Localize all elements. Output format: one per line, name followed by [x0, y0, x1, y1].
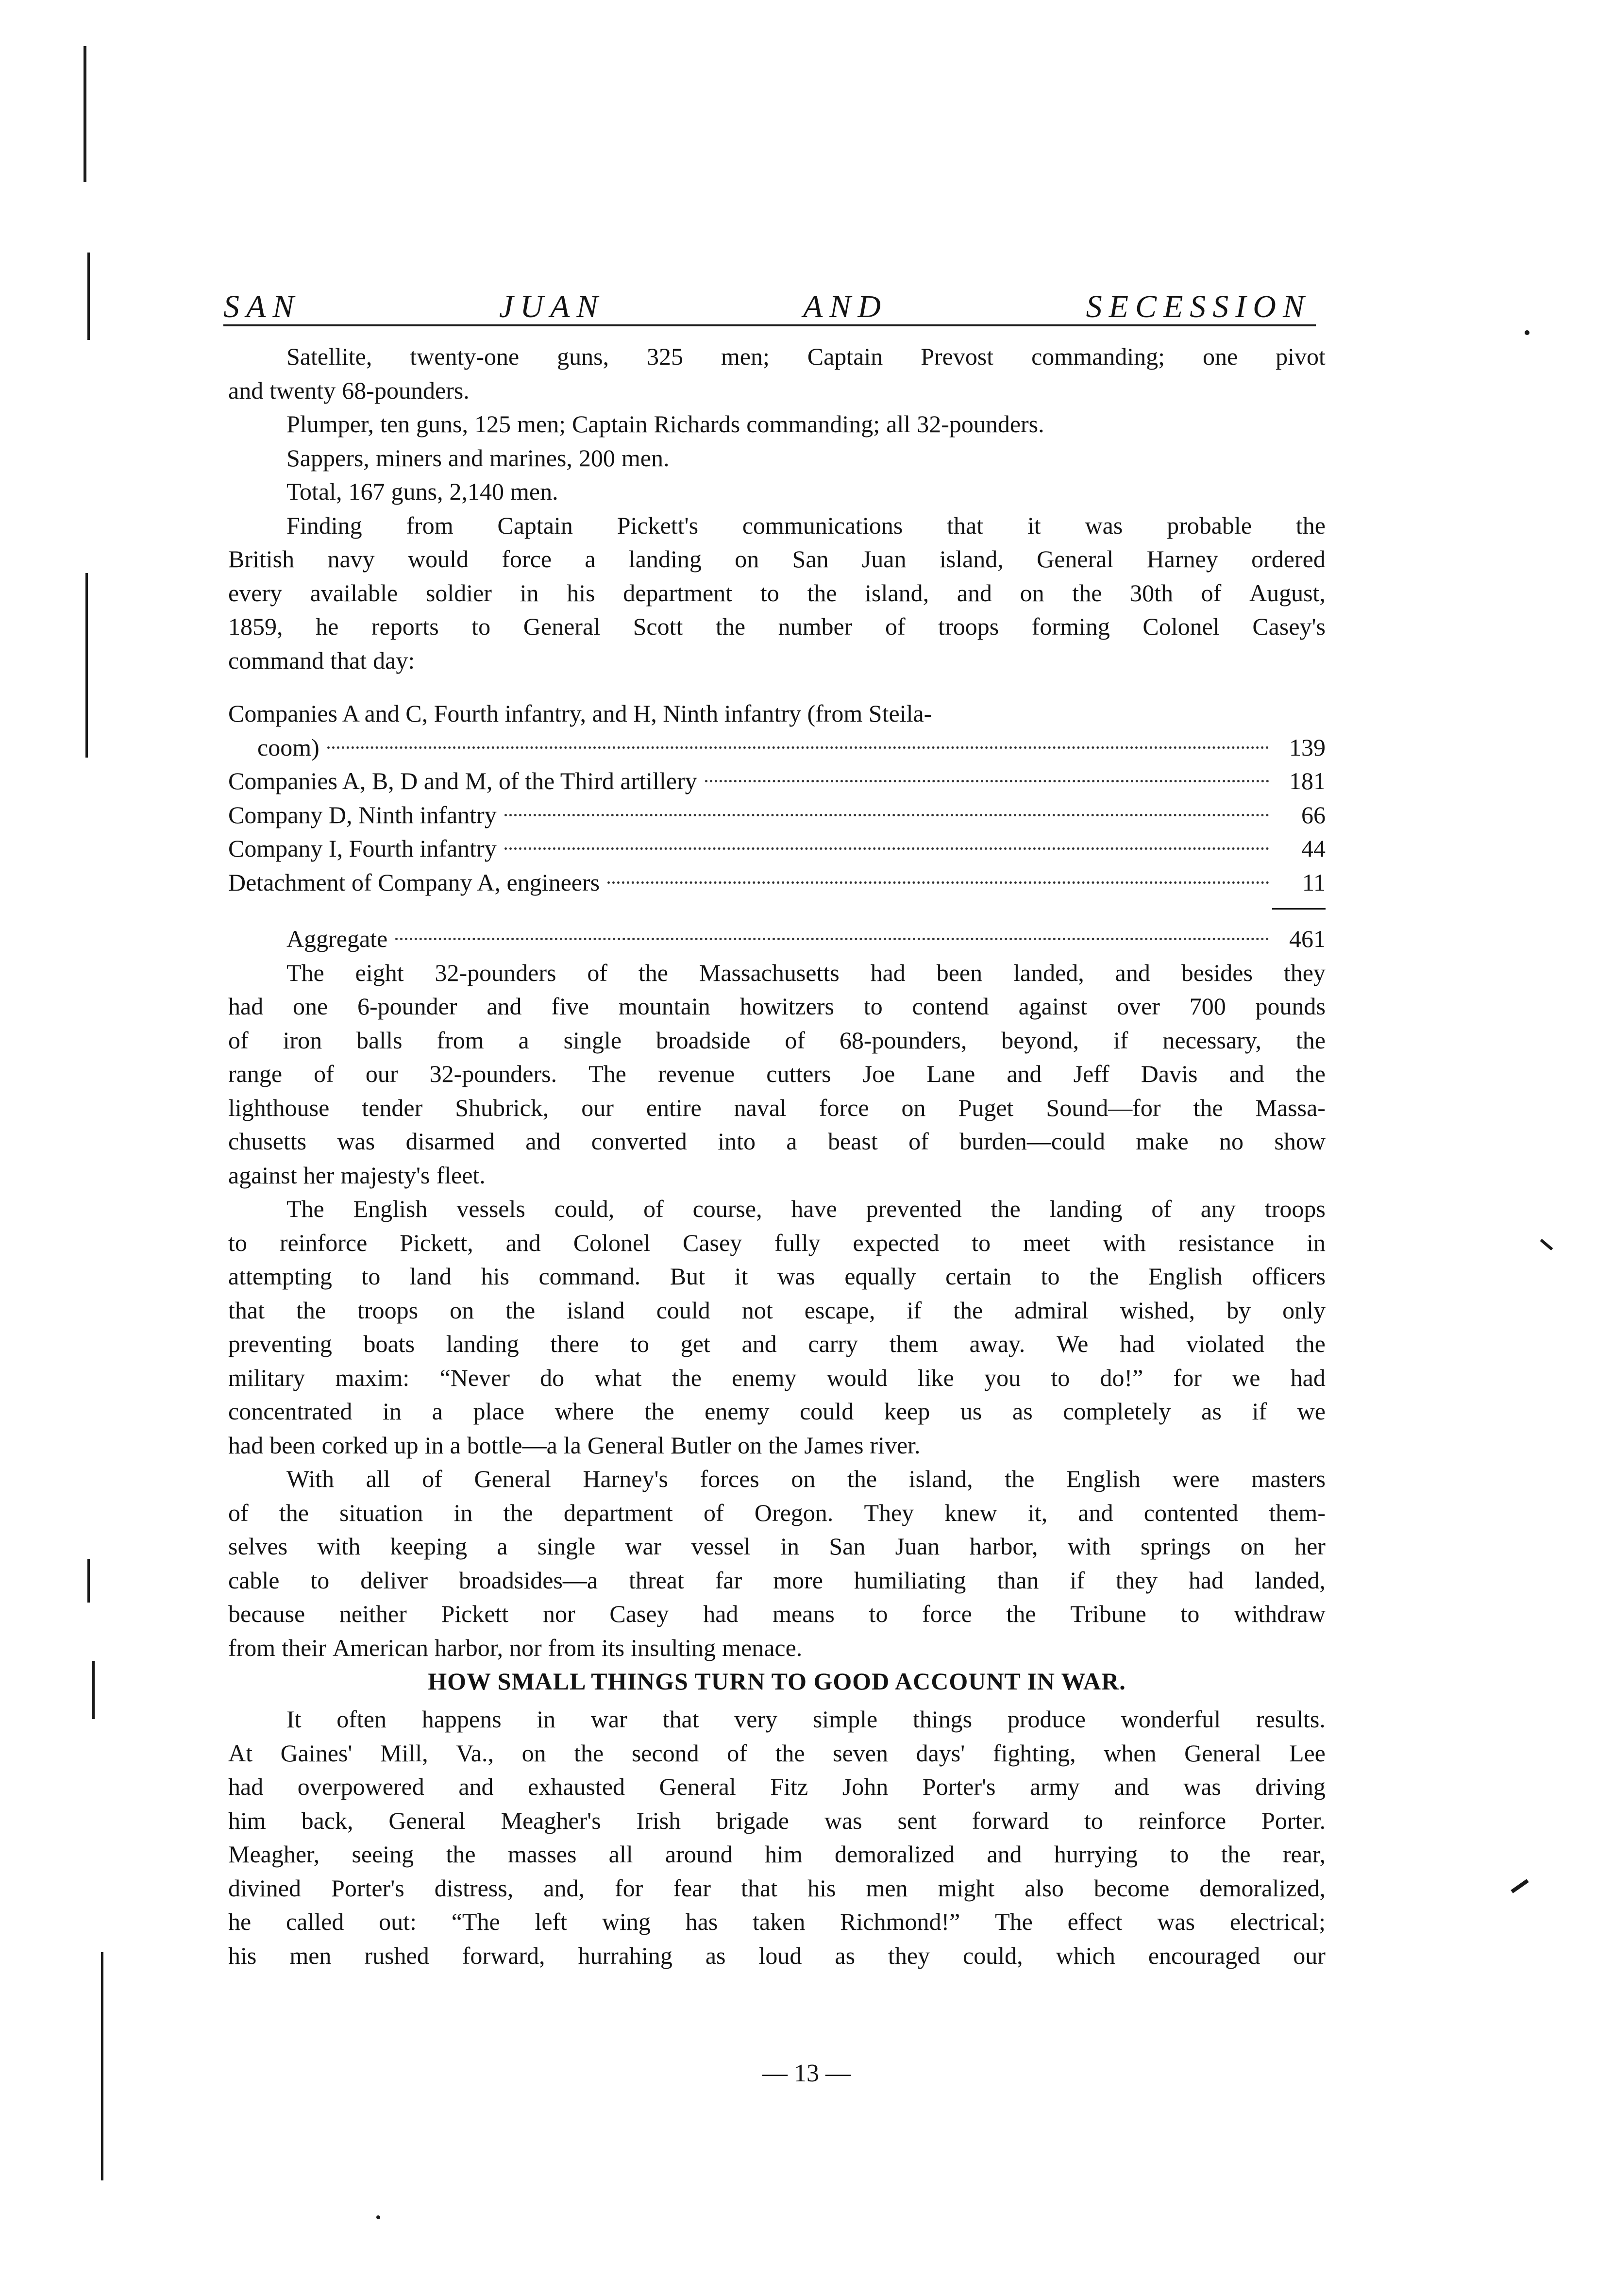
text-line: The English vessels could, of course, have prevented the landing of any troops	[286, 1195, 1326, 1222]
running-head	[223, 272, 1311, 325]
text-line: of the situation in the department of Oregon. They knew it, and contented them-	[228, 1499, 1326, 1526]
paragraph	[228, 475, 1326, 509]
text-line: because neither Pickett nor Casey had means to force the Tribune to withdraw	[228, 1600, 1326, 1627]
scan-margin-mark	[84, 46, 86, 182]
running-head-word: AND	[803, 289, 888, 324]
troop-count: 44	[1301, 835, 1326, 862]
troop-row	[228, 764, 1326, 798]
text-line: had one 6-pounder and five mountain howitzers to contend against over 700 pounds	[228, 993, 1326, 1020]
text-line: At Gaines' Mill, Va., on the second of the seven days' fighting, when General Lee	[228, 1739, 1326, 1767]
scan-speck	[1540, 1239, 1553, 1250]
troop-unit: Companies A, B, D and M, of the Third artillery	[228, 767, 697, 794]
text-line: cable to deliver broadsides—a threat far more humiliating than if they had landed,	[228, 1566, 1326, 1594]
paragraph	[228, 1462, 1326, 1665]
paragraph	[228, 509, 1326, 678]
text-line: With all of General Harney's forces on the island, the English were masters	[286, 1465, 1326, 1492]
troop-row	[228, 798, 1326, 832]
text-line: every available soldier in his department to the island, and on the 30th of August,	[228, 579, 1326, 607]
troop-row	[228, 731, 1326, 765]
troop-unit: coom)	[257, 733, 319, 761]
text-line: command that day:	[228, 646, 415, 674]
text-line: to reinforce Pickett, and Colonel Casey fully expected to meet with resistance in	[228, 1229, 1326, 1256]
dot-leader	[327, 746, 1269, 749]
troop-count: 139	[1289, 733, 1326, 761]
dot-leader	[607, 881, 1269, 884]
text-line: his men rushed forward, hurrahing as loud as they could, which encouraged our	[228, 1941, 1326, 1969]
text-line: Total, 167 guns, 2,140 men.	[286, 478, 558, 505]
text-line: lighthouse tender Shubrick, our entire naval force on Puget Sound—for the Massa-	[228, 1094, 1326, 1121]
troop-count: 11	[1302, 868, 1326, 896]
paragraph	[228, 1192, 1326, 1462]
text-line: he called out: “The left wing has taken Richmond!” The effect was electrical;	[228, 1908, 1326, 1935]
text-line: that the troops on the island could not escape, if the admiral wished, by only	[228, 1296, 1326, 1324]
scan-margin-mark	[87, 253, 90, 340]
text-line: had been corked up in a bottle—a la General Butler on the James river.	[228, 1431, 921, 1459]
text-line: chusetts was disarmed and converted into a beast of burden—could make no show	[228, 1128, 1326, 1155]
text-line: of iron balls from a single broadside of 68-pounders, beyond, if necessary, the	[228, 1026, 1326, 1054]
paragraph	[228, 1703, 1326, 1973]
text-line: Plumper, ten guns, 125 men; Captain Richards commanding; all 32-pounders.	[286, 410, 1044, 438]
aggregate-label: Aggregate	[286, 925, 388, 952]
dot-leader	[705, 780, 1269, 782]
text-line: against her majesty's fleet.	[228, 1161, 486, 1189]
text-line: It often happens in war that very simple things produce wonderful results.	[286, 1705, 1326, 1733]
troop-unit: Company I, Fourth infantry	[228, 835, 497, 862]
scan-margin-mark	[87, 1559, 90, 1603]
text-line: 1859, he reports to General Scott the number of troops forming Colonel Casey's	[228, 613, 1326, 640]
dot-leader	[395, 938, 1269, 940]
dot-leader	[504, 847, 1269, 850]
aggregate-row	[228, 922, 1326, 956]
section-heading: HOW SMALL THINGS TURN TO GOOD ACCOUNT IN WAR.	[428, 1668, 1126, 1695]
paragraph	[228, 340, 1326, 407]
scan-margin-mark	[85, 573, 88, 758]
troop-unit: Company D, Ninth infantry	[228, 801, 497, 828]
text-line: and twenty 68-pounders.	[228, 376, 470, 404]
spacer	[228, 677, 1326, 697]
troop-count: 181	[1289, 767, 1326, 794]
troop-unit: Companies A and C, Fourth infantry, and H, Ninth infantry (from Steila-	[228, 700, 932, 727]
text-line: range of our 32-pounders. The revenue cutters Joe Lane and Jeff Davis and the	[228, 1060, 1326, 1087]
sum-rule	[1272, 908, 1326, 910]
running-head-word: SAN	[223, 289, 301, 324]
running-head-word: JUAN	[499, 289, 605, 324]
text-line: Finding from Captain Pickett's communications that it was probable the	[286, 511, 1326, 539]
text-line: British navy would force a landing on San Juan island, General Harney ordered	[228, 545, 1326, 573]
scan-margin-mark	[92, 1661, 95, 1719]
troop-unit: Detachment of Company A, engineers	[228, 868, 600, 896]
scan-speck	[1525, 330, 1529, 335]
text-line: Sappers, miners and marines, 200 men.	[286, 444, 670, 472]
text-line: selves with keeping a single war vessel in San Juan harbor, with springs on her	[228, 1533, 1326, 1560]
troop-row	[228, 832, 1326, 866]
text-line: military maxim: “Never do what the enemy would like you to do!” for we had	[228, 1364, 1326, 1391]
scan-speck	[376, 2215, 380, 2219]
paragraph	[228, 441, 1326, 475]
text-line: concentrated in a place where the enemy could keep us as completely as if we	[228, 1398, 1326, 1425]
text-line: Meagher, seeing the masses all around him demoralized and hurrying to the rear,	[228, 1840, 1326, 1868]
running-head-word: SECESSION	[1086, 289, 1311, 324]
text-line: preventing boats landing there to get and carry them away. We had violated the	[228, 1330, 1326, 1357]
paragraph	[228, 407, 1326, 441]
text-line: attempting to land his command. But it was equally certain to the English officers	[228, 1263, 1326, 1290]
text-line: Satellite, twenty-one guns, 325 men; Captain Prevost commanding; one pivot	[286, 343, 1326, 370]
header-rule	[223, 324, 1316, 326]
text-line: him back, General Meagher's Irish brigade was sent forward to reinforce Porter.	[228, 1806, 1326, 1834]
text-line: had overpowered and exhausted General Fitz John Porter's army and was driving	[228, 1773, 1326, 1800]
text-line: The eight 32-pounders of the Massachusetts had been landed, and besides they	[286, 959, 1326, 986]
aggregate-count: 461	[1289, 925, 1326, 952]
scan-speck	[1511, 1879, 1529, 1893]
page-number: — 13 —	[762, 2060, 851, 2087]
troop-table	[228, 677, 1326, 956]
troop-row	[228, 697, 1326, 731]
text-line: from their American harbor, nor from its insulting menace.	[228, 1634, 803, 1661]
dot-leader	[504, 814, 1269, 816]
troop-row	[228, 866, 1326, 900]
text-line: divined Porter's distress, and, for fear that his men might also become demoralized,	[228, 1874, 1326, 1902]
troop-count: 66	[1301, 801, 1326, 828]
page-text	[228, 340, 1326, 1973]
paragraph	[228, 956, 1326, 1193]
